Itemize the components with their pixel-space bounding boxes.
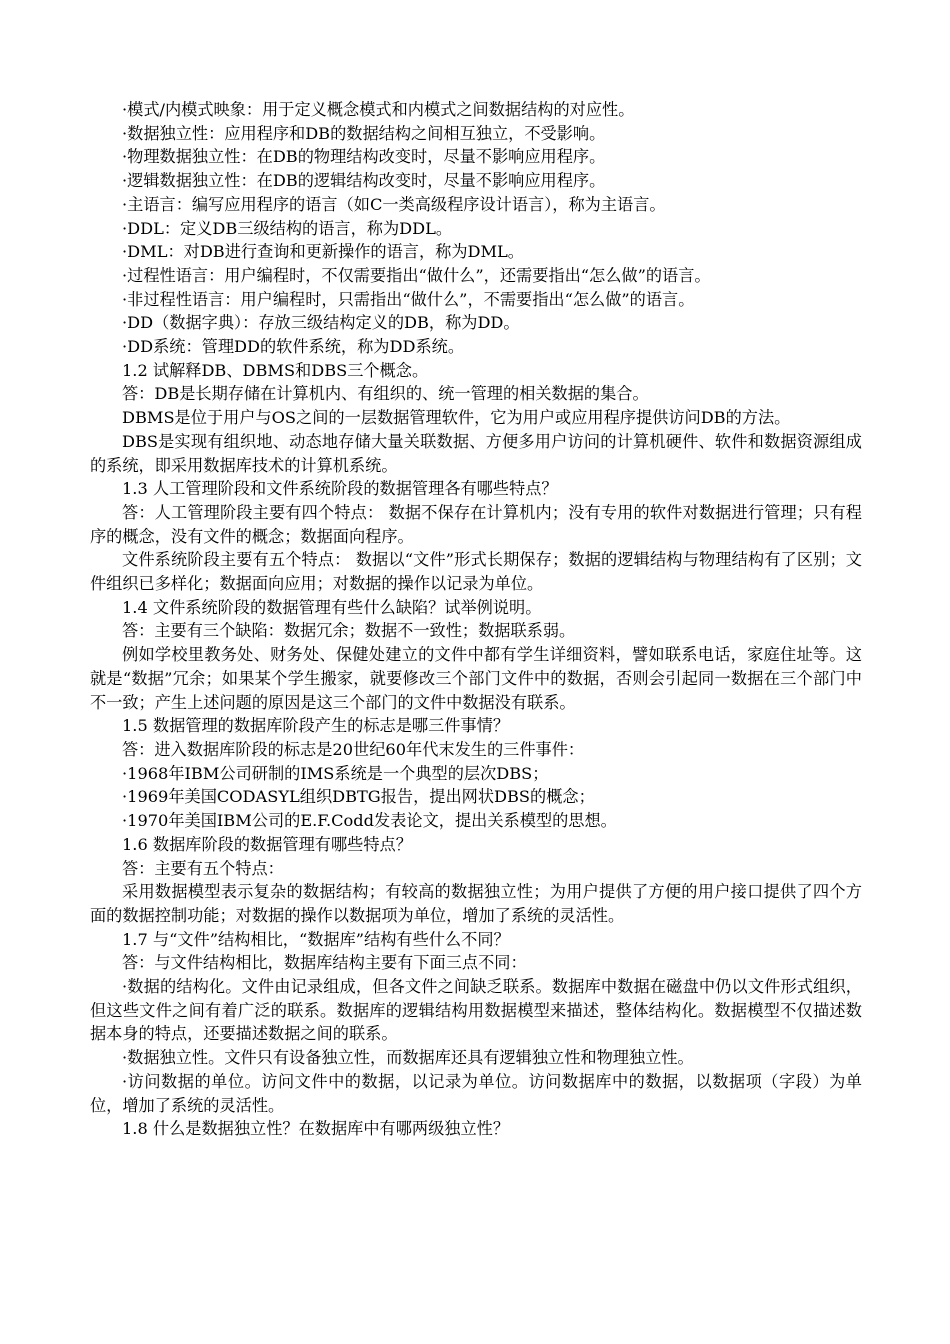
question-heading: 1.3 人工管理阶段和文件系统阶段的数据管理各有哪些特点？	[122, 479, 558, 499]
paragraph: ·1968年IBM公司研制的IMS系统是一个典型的层次DBS；	[122, 763, 549, 783]
question-heading: 1.5 数据管理的数据库阶段产生的标志是哪三件事情？	[122, 716, 510, 736]
paragraph: ·1970年美国IBM公司的E.F.Codd发表论文，提出关系模型的思想。	[122, 811, 617, 831]
paragraph: DBMS是位于用户与OS之间的一层数据管理软件，它为用户或应用程序提供访问DB的方法。	[122, 408, 791, 428]
question-heading: 1.2 试解释DB、DBMS和DBS三个概念。	[122, 360, 429, 380]
paragraph: ·数据独立性。文件只有设备独立性，而数据库还具有逻辑独立性和物理独立性。	[122, 1048, 694, 1068]
paragraph: 例如学校里教务处、财务处、保健处建立的文件中都有学生详细资料，譬如联系电话，家庭住址等。这就是“数据”冗余；如果某个学生搬家，就要修改三个部门文件中的数据，否则会引起同一数据在三个部门中不一致；产生上述问题的原因是这三个部门的文件中数据没有联系。	[90, 645, 862, 712]
paragraph: ·DD（数据字典）：存放三级结构定义的DB，称为DD。	[122, 313, 520, 333]
question-heading: 1.4 文件系统阶段的数据管理有些什么缺陷？试举例说明。	[122, 597, 542, 617]
paragraph: 答：主要有三个缺陷：数据冗余；数据不一致性；数据联系弱。	[122, 621, 576, 641]
paragraph: ·数据的结构化。文件由记录组成，但各文件之间缺乏联系。数据库中数据在磁盘中仍以文件形式组织，但这些文件之间有着广泛的联系。数据库的逻辑结构用数据模型来描述，整体结构化。数据模型不仅描述数据本身的特点，还要描述数据之间的联系。	[90, 977, 862, 1044]
paragraph: ·1969年美国CODASYL组织DBTG报告，提出网状DBS的概念；	[122, 787, 595, 807]
paragraph: ·访问数据的单位。访问文件中的数据，以记录为单位。访问数据库中的数据，以数据项（字段）为单位，增加了系统的灵活性。	[90, 1071, 862, 1115]
paragraph: ·DML：对DB进行查询和更新操作的语言，称为DML。	[122, 242, 524, 262]
paragraph: ·模式/内模式映象：用于定义概念模式和内模式之间数据结构的对应性。	[122, 100, 635, 119]
paragraph: ·DD系统：管理DD的软件系统，称为DD系统。	[122, 337, 465, 357]
question-heading: 1.7 与“文件”结构相比，“数据库”结构有些什么不同？	[122, 929, 510, 949]
paragraph: ·非过程性语言：用户编程时，只需指出“做什么”，不需要指出“怎么做”的语言。	[122, 289, 695, 309]
paragraph: ·主语言：编写应用程序的语言（如C一类高级程序设计语言），称为主语言。	[122, 194, 666, 214]
paragraph: 答：DB是长期存储在计算机内、有组织的、统一管理的相关数据的集合。	[122, 384, 649, 404]
paragraph: ·物理数据独立性：在DB的物理结构改变时，尽量不影响应用程序。	[122, 147, 606, 167]
question-heading: 1.8 什么是数据独立性？在数据库中有哪两级独立性？	[122, 1119, 510, 1139]
paragraph: DBS是实现有组织地、动态地存储大量关联数据、方便多用户访问的计算机硬件、软件和数据资源组成的系统，即采用数据库技术的计算机系统。	[90, 431, 862, 475]
paragraph: 采用数据模型表示复杂的数据结构；有较高的数据独立性；为用户提供了方便的用户接口提供了四个方面的数据控制功能；对数据的操作以数据项为单位，增加了系统的灵活性。	[90, 882, 862, 925]
paragraph: ·DDL：定义DB三级结构的语言，称为DDL。	[122, 218, 453, 238]
question-heading: 1.6 数据库阶段的数据管理有哪些特点？	[122, 834, 412, 854]
paragraph: ·逻辑数据独立性：在DB的逻辑结构改变时，尽量不影响应用程序。	[122, 171, 606, 191]
paragraph: 答：与文件结构相比，数据库结构主要有下面三点不同：	[122, 953, 527, 973]
document-page	[90, 98, 862, 1141]
paragraph: 答：进入数据库阶段的标志是20世纪60年代末发生的三件事件：	[122, 739, 585, 759]
paragraph: ·数据独立性：应用程序和DB的数据结构之间相互独立，不受影响。	[122, 123, 606, 143]
paragraph: 答：人工管理阶段主要有四个特点： 数据不保存在计算机内；没有专用的软件对数据进行管理；只有程序的概念，没有文件的概念；数据面向程序。	[90, 502, 862, 546]
paragraph: 答：主要有五个特点：	[122, 858, 284, 878]
paragraph: 文件系统阶段主要有五个特点： 数据以“文件”形式长期保存；数据的逻辑结构与物理结构有了区别；文件组织已多样化；数据面向应用；对数据的操作以记录为单位。	[90, 550, 862, 594]
paragraph: ·过程性语言：用户编程时，不仅需要指出“做什么”，还需要指出“怎么做”的语言。	[122, 265, 711, 285]
